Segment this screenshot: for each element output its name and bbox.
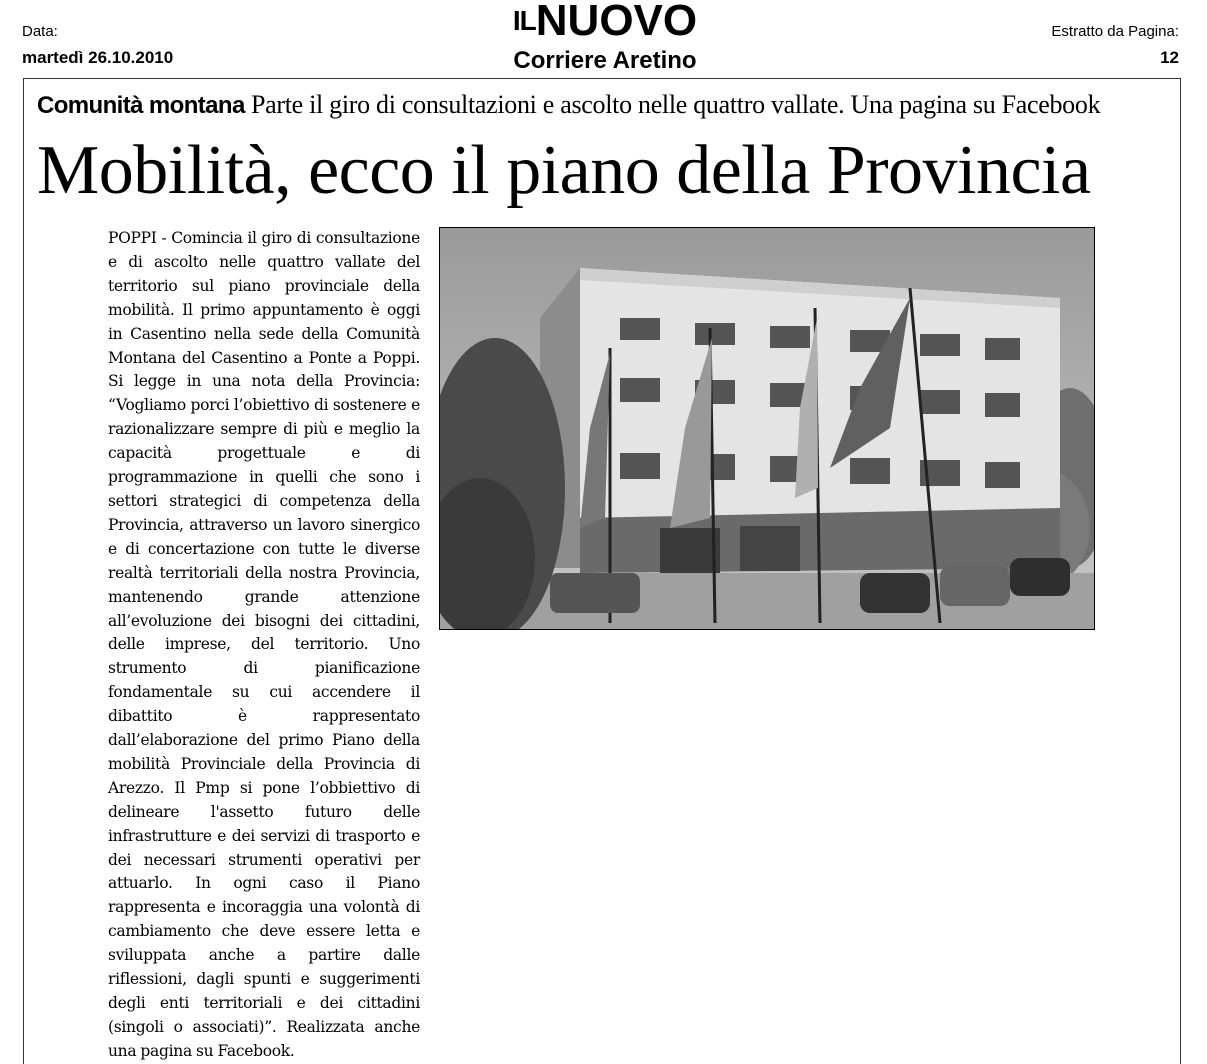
masthead-title xyxy=(470,0,740,52)
date-value: martedì 26.10.2010 xyxy=(22,48,174,67)
article-photo xyxy=(439,227,1095,630)
masthead-subtitle: Corriere Aretino xyxy=(513,47,697,74)
date-label: Data: xyxy=(22,23,58,40)
page-block xyxy=(1051,22,1179,70)
page-number: 12 xyxy=(1160,48,1179,67)
building-photo-illustration xyxy=(440,228,1095,630)
article-headline: Mobilità, ecco il piano della Provincia xyxy=(37,132,1091,209)
kicker-label: Comunità montana xyxy=(37,92,245,119)
article-kicker xyxy=(37,88,1100,123)
masthead-prefix: IL xyxy=(512,5,536,36)
page-label: Estratto da Pagina: xyxy=(1051,23,1179,40)
masthead-name: NUOVO xyxy=(535,0,698,45)
kicker-text: Parte il giro di consultazioni e ascolto nelle quattro vallate. Una pagina su Facebook xyxy=(251,90,1101,119)
date-block xyxy=(22,22,173,70)
article-body: POPPI - Comincia il giro di consultazione e di ascolto nelle quattro vallate del territorio sul piano provinciale della mobilità. Il primo appuntamento è oggi in Casentino nella sede della Comunità Montana del Casentino a Ponte a Poppi. Si legge in una nota della Provincia: “Vogliamo porci l’obiettivo di sostenere e razionalizzare sempre di più e meglio la capacità progettuale e di programmazione in quelli che sono i settori strategici di competenza della Provincia, attraverso un lavoro sinergico e di concertazione con tutte le diverse realtà territoriali della nostra Provincia, mantenendo grande attenzione all’evoluzione dei bisogni dei cittadini, delle imprese, del territorio. Uno strumento di pianificazione fondamentale su cui accendere il dibattito è rappresentato dall’elaborazione del primo Piano della mobilità Provinciale della Provincia di Arezzo. Il Pmp si pone l’obbiettivo di delineare l'assetto futuro delle infrastrutture e dei servizi di trasporto e dei necessari strumenti operativi per attuarlo. In ogni caso il Piano rappresenta e incoraggia una volontà di cambiamento che deve essere letta e sviluppata anche a partire dalle riflessioni, dagli spunti e suggerimenti degli enti territoriali e dei cittadini (singoli o associati)”. Realizzata anche una pagina su Facebook. xyxy=(108,229,420,1060)
newspaper-masthead xyxy=(470,0,740,74)
